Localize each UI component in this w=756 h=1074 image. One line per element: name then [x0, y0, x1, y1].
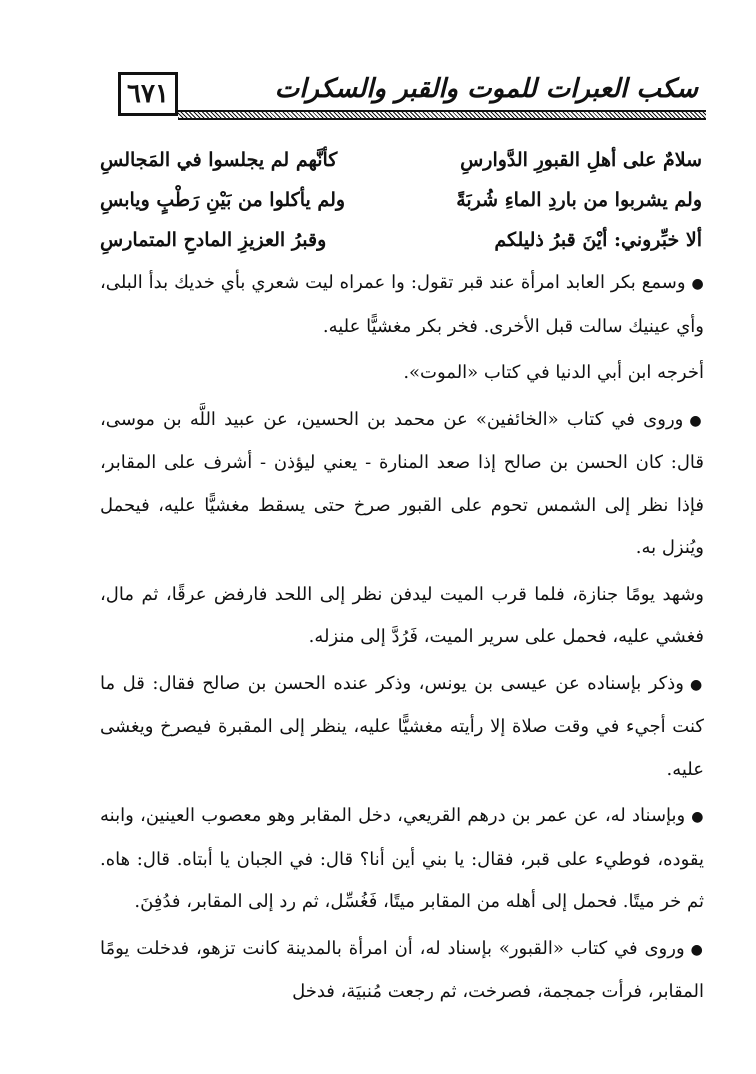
- paragraph: ●وسمع بكر العابد امرأة عند قبر تقول: وا عمراه ليت شعري بأي خديك بدأ البلى، وأي عينيك سالت قبل الأخرى. فخر بكر مغشيًّا عليه.: [100, 272, 704, 337]
- poem-hemistich: ولم يشربوا من باردِ الماءِ شُربَةً: [456, 189, 702, 211]
- paragraph: ●وروى في كتاب «القبور» بإسناد له، أن امرأة بالمدينة كانت تزهو، فدخلت يومًا المقابر، فرأت جمجمة، فصرخت، ثم رجعت مُنبيَة، فدخل: [100, 937, 704, 1002]
- header-rule: [178, 110, 706, 120]
- poem-hemistich: ألا خبِّروني: أيْنَ قبرُ ذليلكم: [494, 229, 702, 251]
- bullet-icon: ●: [689, 412, 705, 429]
- poem-hemistich: وقبرُ العزيزِ المادحِ المتمارسِ: [100, 229, 327, 251]
- paragraph: ●وذكر بإسناده عن عيسى بن يونس، وذكر عنده الحسن بن صالح فقال: قل ما كنت أجيء في وقت صلاة إلا رأيته مغشيًّا عليه، ينظر إلى المقبرة فيصرخ ويغشى عليه.: [100, 672, 704, 780]
- bullet-icon: ●: [691, 809, 704, 825]
- page-number: ٦٧١: [118, 72, 178, 116]
- paragraph: وشهد يومًا جنازة، فلما قرب الميت ليدفن نظر إلى اللحد فارفض عرقًا، ثم مال، فغشي عليه، فحمل على سرير الميت، فَرُدَّ إلى منزله.: [100, 583, 704, 647]
- bullet-icon: ●: [690, 941, 704, 958]
- poem-line: [100, 220, 702, 260]
- paragraph: ●وبإسناد له، عن عمر بن درهم القريعي، دخل المقابر وهو معصوب العينين، وابنه يقوده، فوطيء على قبر، فقال: يا بني أين أنا؟ قال: في الجبان يا أبتاه. قال: هاه. ثم خر ميتًا. فحمل إلى أهله من المقابر ميتًا، فَغُسِّل، ثم رد إلى المقابر، فدُفِنَ.: [100, 805, 704, 912]
- poem: [100, 140, 702, 260]
- bullet-icon: ●: [689, 676, 704, 693]
- bullet-icon: ●: [691, 276, 704, 292]
- poem-hemistich: سلامٌ على أهلِ القبورِ الدَّوارسِ: [460, 149, 702, 171]
- poem-hemistich: ولم يأكلوا من بَيْنِ رَطْبٍ ويابسِ: [100, 189, 346, 211]
- poem-hemistich: كأنَّهم لم يجلسوا في المَجالسِ: [100, 149, 338, 171]
- running-title: سكب العبرات للموت والقبر والسكرات: [274, 74, 698, 104]
- body-text: [100, 262, 704, 1018]
- poem-line: [100, 140, 702, 180]
- paragraph: ●وروى في كتاب «الخائفين» عن محمد بن الحسين، عن عبيد اللَّه بن موسى، قال: كان الحسن بن صالح إذا صعد المنارة - يعني ليؤذن - أشرف على المقابر، فإذا نظر إلى الشمس تحوم على القبور صرخ حتى يسقط مغشيًّا عليه، فيحمل ويُنزل به.: [100, 408, 705, 558]
- poem-line: [100, 180, 702, 220]
- paragraph: أخرجه ابن أبي الدنيا في كتاب «الموت».: [403, 362, 704, 383]
